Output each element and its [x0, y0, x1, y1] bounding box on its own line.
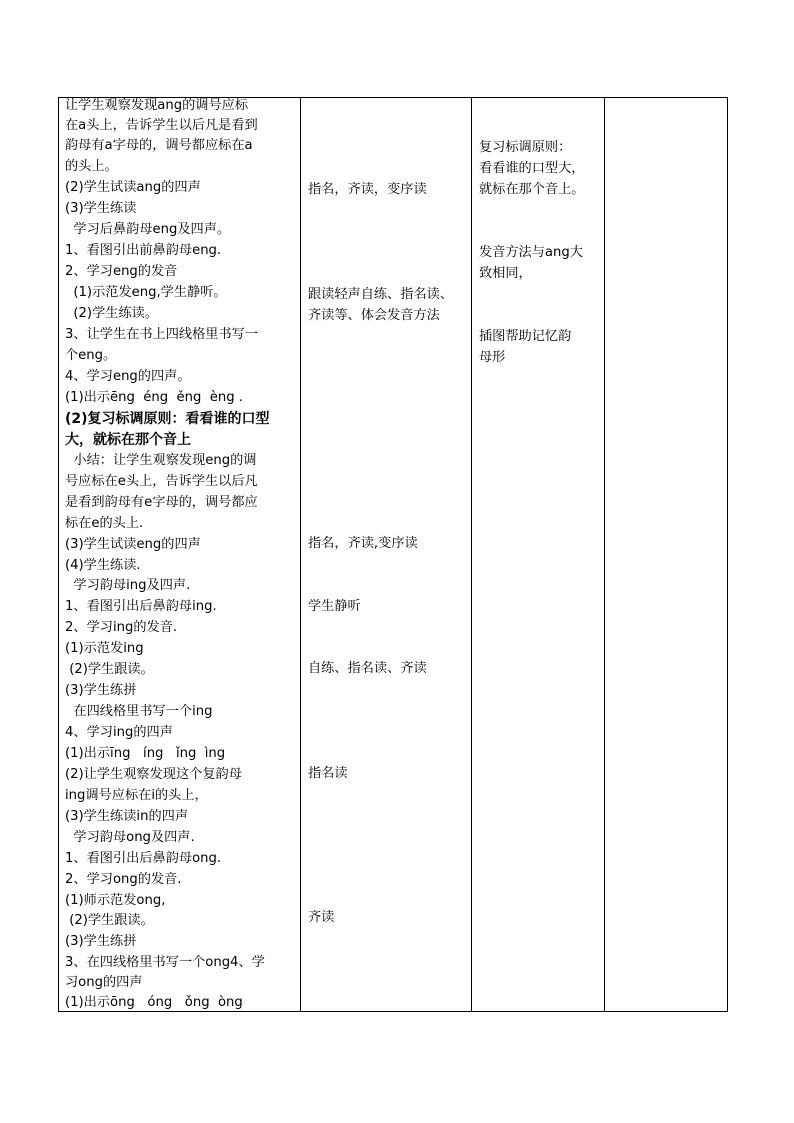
process-line: 2、学习eng的发音	[65, 264, 178, 279]
process-line: 在a头上，告诉学生以后凡是看到	[65, 118, 258, 133]
process-line: 3、在四线格里书写一个ong4、学	[65, 955, 265, 970]
activity-line: 跟读轻声自练、指名读、	[308, 287, 454, 302]
process-line: (3)学生练读in的四声	[65, 809, 189, 824]
process-line: 小结：让学生观察发现eng的调	[65, 453, 257, 468]
process-line: (3)学生练拼	[65, 934, 137, 949]
process-line: (1)示范发eng,学生静听。	[65, 285, 227, 300]
lesson-plan-table	[58, 97, 728, 1012]
process-line: 学习韵母ong及四声.	[65, 830, 195, 845]
process-line: 4、学习eng的四声。	[65, 369, 191, 384]
process-line: 2、学习ong的发音.	[65, 872, 182, 887]
process-line: 韵母有a字母的，调号都应标在a	[65, 138, 253, 153]
intent-line: 复习标调原则：	[479, 140, 572, 155]
activity-line: 齐读	[308, 910, 335, 925]
process-line: ing调号应标在i的头上，	[65, 788, 208, 803]
process-line: (1)出示ōng óng ǒng òng	[65, 995, 243, 1010]
process-line-bold: (2)复习标调原则：看看谁的口型	[65, 411, 270, 427]
process-line: (2)学生试读ang的四声	[65, 180, 201, 195]
process-line: 是看到韵母有e字母的，调号都应	[65, 495, 258, 510]
process-line: 标在e的头上.	[65, 516, 144, 531]
activity-line: 指名，齐读,变序读	[308, 536, 418, 551]
process-line: 号应标在e头上，告诉学生以后凡	[65, 474, 258, 489]
teaching-process-cell	[59, 98, 301, 1012]
process-line: 3、让学生在书上四线格里书写一	[65, 327, 259, 342]
process-line: (1)出示ēng éng ěng èng .	[65, 390, 243, 405]
process-line: 习ong的四声	[65, 975, 143, 990]
intent-line: 就标在那个音上。	[479, 182, 585, 197]
activity-line: 自练、指名读、齐读	[308, 661, 427, 676]
intent-line: 致相同，	[479, 266, 532, 281]
process-line: 4、学习ing的四声	[65, 725, 173, 740]
process-line: 学习后鼻韵母eng及四声。	[65, 222, 231, 237]
process-line: (3)学生练读	[65, 201, 137, 216]
process-line: 1、看图引出后鼻韵母ong.	[65, 851, 222, 866]
process-line: 学习韵母ing及四声.	[65, 578, 191, 593]
process-line: (1)师示范发ong,	[65, 893, 166, 908]
process-line-bold: 大，就标在那个音上	[65, 432, 191, 448]
process-line: (2)学生练读。	[65, 306, 159, 321]
process-line: 1、看图引出前鼻韵母eng.	[65, 243, 222, 258]
student-activity-cell	[301, 98, 472, 1012]
process-line: (1)示范发ing	[65, 641, 144, 656]
process-line: (1)出示īng íng ǐng ìng	[65, 746, 226, 761]
process-line: (2)学生跟读。	[65, 662, 154, 677]
process-line: (3)学生练拼	[65, 683, 137, 698]
table-row	[59, 98, 728, 1012]
activity-line: 指名，齐读，变序读	[308, 182, 427, 197]
process-line: 2、学习ing的发音.	[65, 620, 178, 635]
design-intent-cell	[472, 98, 605, 1012]
notes-cell	[605, 98, 728, 1012]
process-line: 在四线格里书写一个ing	[65, 704, 213, 719]
activity-line: 学生静听	[308, 599, 361, 614]
intent-line: 母形	[479, 350, 506, 365]
process-line: 让学生观察发现ang的调号应标	[65, 98, 249, 113]
intent-line: 插图帮助记忆韵	[479, 329, 572, 344]
intent-line: 看看谁的口型大，	[479, 161, 585, 176]
process-line: 的头上。	[65, 159, 118, 174]
process-line: 个eng。	[65, 348, 117, 363]
process-line: (3)学生试读eng的四声	[65, 537, 201, 552]
process-line: (4)学生练读.	[65, 558, 141, 573]
activity-line: 指名读	[308, 766, 348, 781]
activity-line: 齐读等、体会发音方法	[308, 308, 440, 323]
process-line: 1、看图引出后鼻韵母ing.	[65, 599, 217, 614]
process-line: (2)学生跟读。	[65, 913, 154, 928]
intent-line: 发音方法与ang大	[479, 245, 583, 260]
process-line: (2)让学生观察发现这个复韵母	[65, 767, 242, 782]
